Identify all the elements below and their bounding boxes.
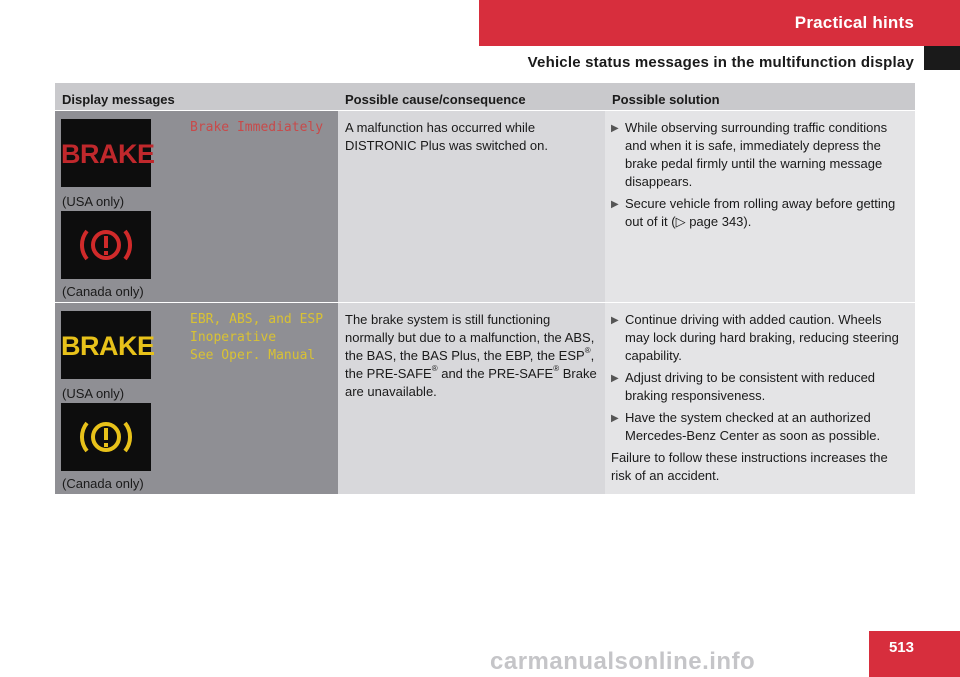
solution-item: ▶ Have the system checked at an authorized Mercedes-Benz Center as soon as possible.	[611, 410, 881, 443]
header-marker	[924, 46, 960, 70]
region-canada-label: (Canada only)	[62, 476, 144, 491]
solution-cell	[605, 111, 915, 302]
registered-mark: ®	[553, 364, 560, 373]
page-number-tab	[869, 631, 960, 677]
bullet-arrow-icon: ▶	[611, 123, 619, 134]
section-title: Practical hints	[794, 13, 914, 32]
solution-item: ▶ While observing surrounding traffic conditions and when it is safe, immediately depress the brake pedal firmly until the warning message disappears.	[611, 120, 888, 189]
header-possible-solution: Possible solution	[612, 92, 720, 107]
solution-cell	[605, 303, 915, 494]
bullet-arrow-icon: ▶	[611, 413, 619, 424]
solution-item: ▶ Continue driving with added caution. Wheels may lock during hard braking, reducing steering capability.	[611, 312, 899, 363]
watermark: carmanualsonline.info	[490, 648, 756, 675]
region-usa-label: (USA only)	[62, 194, 125, 209]
registered-mark: ®	[431, 364, 438, 373]
region-canada-label: (Canada only)	[62, 284, 144, 299]
header-possible-cause: Possible cause/consequence	[345, 92, 526, 107]
message-line: Inoperative	[190, 330, 277, 345]
registered-mark: ®	[584, 346, 591, 355]
display-message-text	[190, 119, 323, 137]
brake-usa-icon	[61, 311, 155, 379]
table-header-row	[55, 83, 915, 110]
region-usa-label: (USA only)	[62, 386, 125, 401]
display-message-cell	[55, 111, 338, 302]
message-line: Brake Immediately	[190, 120, 324, 135]
display-message-text	[190, 311, 323, 365]
brake-usa-label: BRAKE	[61, 139, 155, 169]
page-subtitle: Vehicle status messages in the multifunction display	[527, 54, 914, 71]
message-line: See Oper. Manual	[190, 348, 316, 363]
message-line: EBR, ABS, and ESP	[190, 312, 324, 327]
header-display-messages: Display messages	[62, 92, 175, 107]
brake-warning-circle-icon	[61, 403, 151, 471]
display-message-cell	[55, 303, 338, 494]
brake-warning-circle-icon	[61, 211, 151, 279]
cause-cell: The brake system is still functioning normally but due to a malfunction, the ABS, the BAS, the BAS Plus, the EBP, the ESP®, the PRE-SAFE® and the PRE-SAFE® Brake are unavailable.	[338, 303, 605, 494]
page-number: 513	[888, 639, 914, 656]
solution-item: ▶ Secure vehicle from rolling away before getting out of it (▷ page 343).	[611, 196, 896, 229]
cause-cell: A malfunction has occurred while DISTRONIC Plus was switched on.	[338, 111, 605, 302]
brake-usa-icon	[61, 119, 155, 187]
warning-note: Failure to follow these instructions increases the risk of an accident.	[611, 450, 888, 483]
table-row	[55, 110, 915, 302]
bullet-arrow-icon: ▶	[611, 315, 619, 326]
section-tab	[479, 0, 960, 46]
status-messages-table	[55, 83, 915, 494]
table-row	[55, 302, 915, 494]
solution-item: ▶ Adjust driving to be consistent with reduced braking responsiveness.	[611, 370, 876, 403]
bullet-arrow-icon: ▶	[611, 373, 619, 384]
bullet-arrow-icon: ▶	[611, 199, 619, 210]
brake-usa-label: BRAKE	[61, 331, 155, 361]
